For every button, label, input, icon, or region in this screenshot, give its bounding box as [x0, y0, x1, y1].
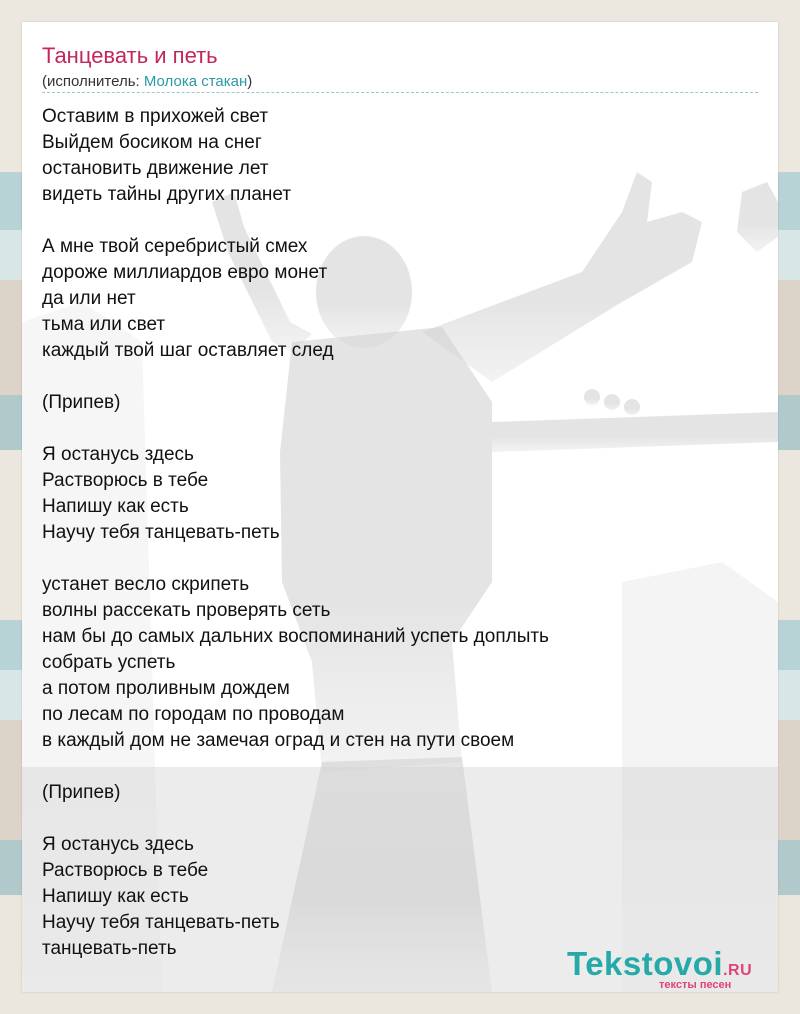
lyrics-line: каждый твой шаг оставляет след — [42, 340, 334, 361]
logo-domain: .RU — [723, 962, 753, 979]
tekstovoi-logo[interactable] — [567, 947, 772, 989]
lyrics-line: волны рассекать проверять сеть — [42, 600, 331, 621]
song-header — [42, 42, 758, 92]
lyrics-blank-line — [42, 364, 758, 390]
lyrics-line: Я останусь здесь — [42, 834, 194, 855]
lyrics-line: Выйдем босиком на снег — [42, 132, 262, 153]
artist-link[interactable]: Молока стакан — [143, 73, 248, 90]
logo-tagline: тексты песен — [659, 979, 732, 991]
lyrics-line: тьма или свет — [42, 314, 166, 335]
artist-line — [42, 72, 758, 92]
lyrics-line: видеть тайны других планет — [42, 184, 292, 205]
lyrics-blank-line — [42, 754, 758, 780]
lyrics-blank-line — [42, 416, 758, 442]
lyrics-line: в каждый дом не замечая оград и стен на пути своем — [42, 730, 515, 751]
header-divider — [42, 92, 758, 93]
song-title: Танцевать и петь — [42, 43, 218, 68]
lyrics-line: остановить движение лет — [42, 158, 269, 179]
lyrics-line: Научу тебя танцевать-петь — [42, 912, 280, 933]
lyrics-line: Научу тебя танцевать-петь — [42, 522, 280, 543]
lyrics-line: дороже миллиардов евро монет — [42, 262, 328, 283]
lyrics-line: Напишу как есть — [42, 886, 189, 907]
lyrics-blank-line — [42, 546, 758, 572]
lyrics-card — [22, 22, 778, 992]
lyrics-line: А мне твой серебристый смех — [42, 236, 308, 257]
lyrics-line: по лесам по городам по проводам — [42, 704, 345, 725]
lyrics-line: Я останусь здесь — [42, 444, 194, 465]
lyrics-line: собрать успеть — [42, 652, 176, 673]
lyrics-line: танцевать-петь — [42, 938, 177, 959]
lyrics-line: (Припев) — [42, 782, 121, 803]
lyrics-line: Оставим в прихожей свет — [42, 106, 269, 127]
lyrics-line: (Припев) — [42, 392, 121, 413]
artist-prefix: (исполнитель: — [42, 73, 144, 90]
lyrics-blank-line — [42, 208, 758, 234]
lyrics-line: а потом проливным дождем — [42, 678, 290, 699]
logo-main-text: Tekstovoi — [567, 945, 724, 982]
lyrics-line: да или нет — [42, 288, 136, 309]
lyrics-blank-line — [42, 806, 758, 832]
lyrics-line: Напишу как есть — [42, 496, 189, 517]
lyrics-text — [42, 104, 758, 962]
lyrics-line: нам бы до самых дальних воспоминаний успеть доплыть — [42, 626, 549, 647]
lyrics-line: Растворюсь в тебе — [42, 860, 209, 881]
artist-suffix: ) — [247, 73, 253, 90]
lyrics-line: устанет весло скрипеть — [42, 574, 250, 595]
lyrics-line: Растворюсь в тебе — [42, 470, 209, 491]
